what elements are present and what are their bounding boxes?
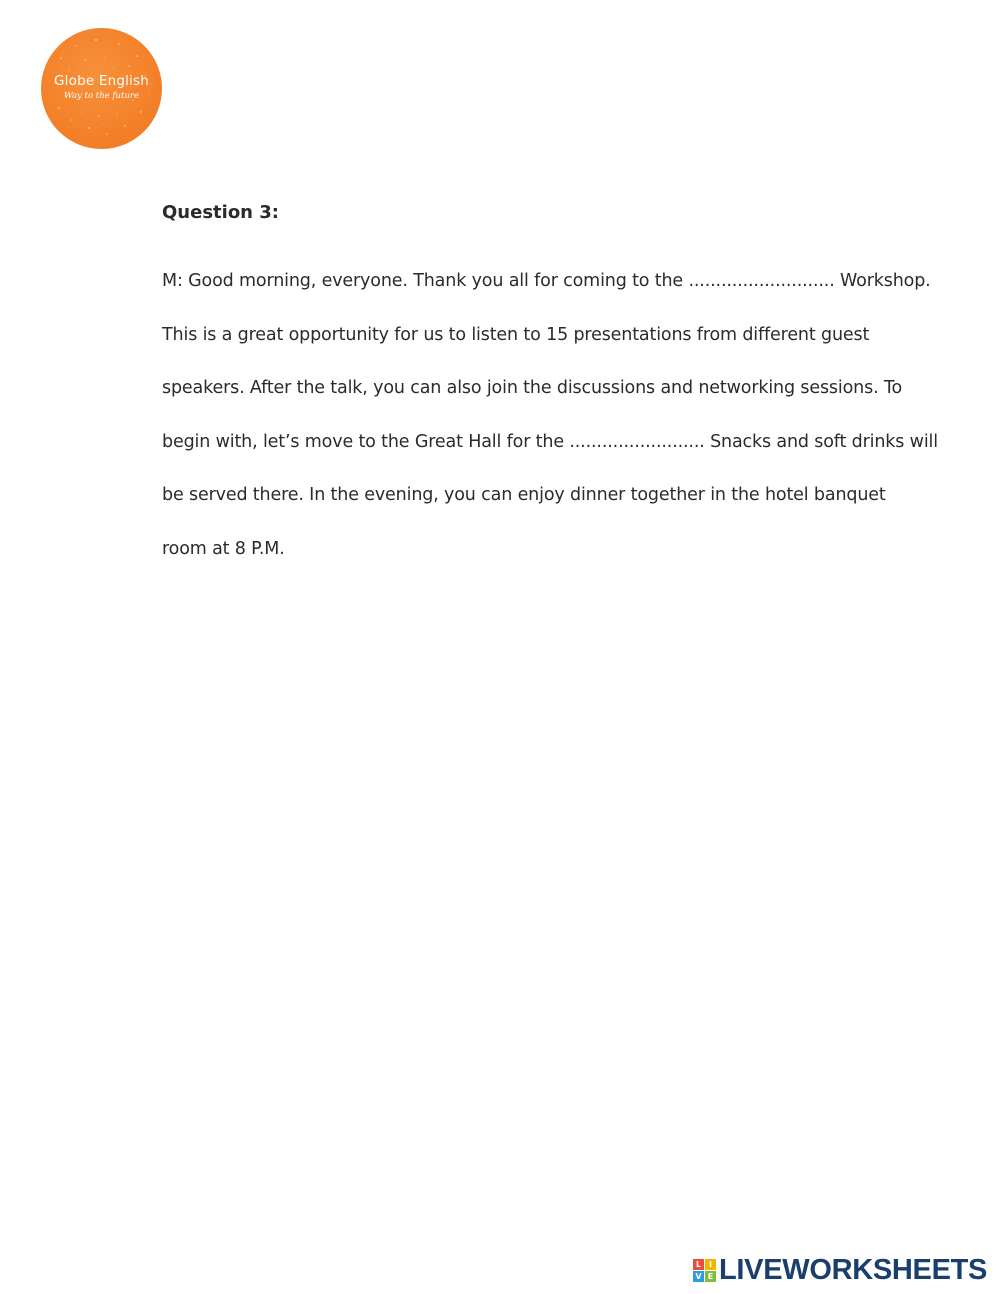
globe-english-logo — [41, 28, 162, 149]
logo-name: Globe English — [54, 73, 149, 89]
liveworksheets-brand — [693, 1254, 987, 1286]
transcript-line: speakers. After the talk, you can also join the discussions and networking sessions. To — [162, 378, 903, 398]
logo-slogan: Way to the future — [63, 91, 140, 101]
brand-text: LIVEWORKSHEETS — [719, 1254, 988, 1286]
transcript-line: begin with, let’s move to the Great Hall for the ......................... Snacks and soft drinks will — [162, 431, 938, 452]
worksheet-content — [162, 197, 942, 576]
transcript-line: M: Good morning, everyone. Thank you all for coming to the ........................... Workshop. — [162, 271, 931, 291]
transcript-line: be served there. In the evening, you can enjoy dinner together in the hotel banquet — [162, 485, 886, 505]
badge-letter: E — [705, 1271, 716, 1282]
question-title: Question 3: — [162, 202, 279, 223]
badge-letter: V — [693, 1271, 704, 1282]
transcript-paragraph — [162, 255, 942, 576]
badge-letter: I — [705, 1259, 716, 1270]
liveworksheets-logo-icon — [693, 1259, 716, 1282]
badge-letter: L — [693, 1259, 704, 1270]
transcript-line: room at 8 P.M. — [162, 538, 285, 559]
transcript-line: This is a great opportunity for us to listen to 15 presentations from different guest — [162, 324, 870, 345]
